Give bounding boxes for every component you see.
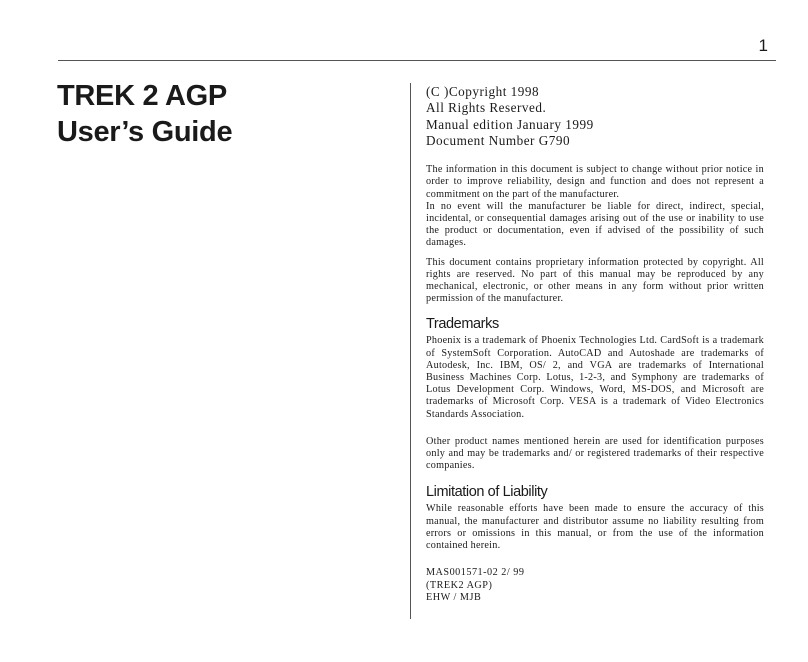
legal-notices-column — [426, 84, 764, 604]
copyright-block — [426, 84, 764, 149]
trademarks-heading: Trademarks — [426, 316, 499, 333]
change-notice-paragraph: The information in this document is subject to change without prior notice in order to improve reliability, design and function and does not represent a commitment on the part of the manufacturer. — [426, 164, 764, 200]
document-title — [57, 78, 232, 150]
title-line-product: TREK 2 AGP — [57, 80, 227, 112]
other-products-paragraph: Other product names mentioned herein are used for identification purposes only and may be trademarks and/ or registered trademarks of their respective companies. — [426, 435, 764, 472]
copyright-line: (C )Copyright 1998 — [426, 84, 540, 99]
proprietary-notice-paragraph: This document contains proprietary information protected by copyright. All rights are reserved. No part of this manual may be reproduced by any mechanical, electronic, or other means in any form without prior written permission of the manufacturer. — [426, 256, 764, 305]
document-number-line: Document Number G790 — [426, 132, 571, 148]
rights-reserved-line: All Rights Reserved. — [426, 100, 547, 116]
header-rule — [58, 60, 776, 61]
liability-heading: Limitation of Liability — [426, 484, 548, 501]
manual-edition-line: Manual edition January 1999 — [426, 116, 594, 132]
page-number: 1 — [758, 36, 768, 55]
part-number-line: MAS001571-02 2/ 99 — [426, 567, 525, 579]
trademarks-paragraph: Phoenix is a trademark of Phoenix Technologies Ltd. CardSoft is a trademark of SystemSoft Corporation. AutoCAD and Autoshade are trademarks of Autodesk, Inc. IBM, OS/ 2, and VGA are trademarks of International Business Machines Corp. Lotus, 1-2-3, and Symphony are trademarks of Lotus Development Corp. Windows, Word, MS-DOS, and Microsoft are trademarks of Microsoft Corp. VESA is a trademark of Video Electronics Standards Association. — [426, 335, 764, 420]
document-codes — [426, 567, 764, 604]
column-divider — [410, 83, 411, 619]
title-line-guide: User’s Guide — [57, 116, 233, 148]
liability-notice-paragraph: In no event will the manufacturer be liable for direct, indirect, special, incidental, or consequential damages arising out of the use or inability to use the product or documentation, even if advised of the possibility of such damages. — [426, 200, 764, 249]
author-initials-line: EHW / MJB — [426, 591, 482, 603]
liability-paragraph: While reasonable efforts have been made to ensure the accuracy of this manual, the manufacturer and distributor assume no liability resulting from errors or omissions in this manual, or from the use of the information contained herein. — [426, 503, 764, 552]
model-code-line: (TREK2 AGP) — [426, 579, 493, 591]
